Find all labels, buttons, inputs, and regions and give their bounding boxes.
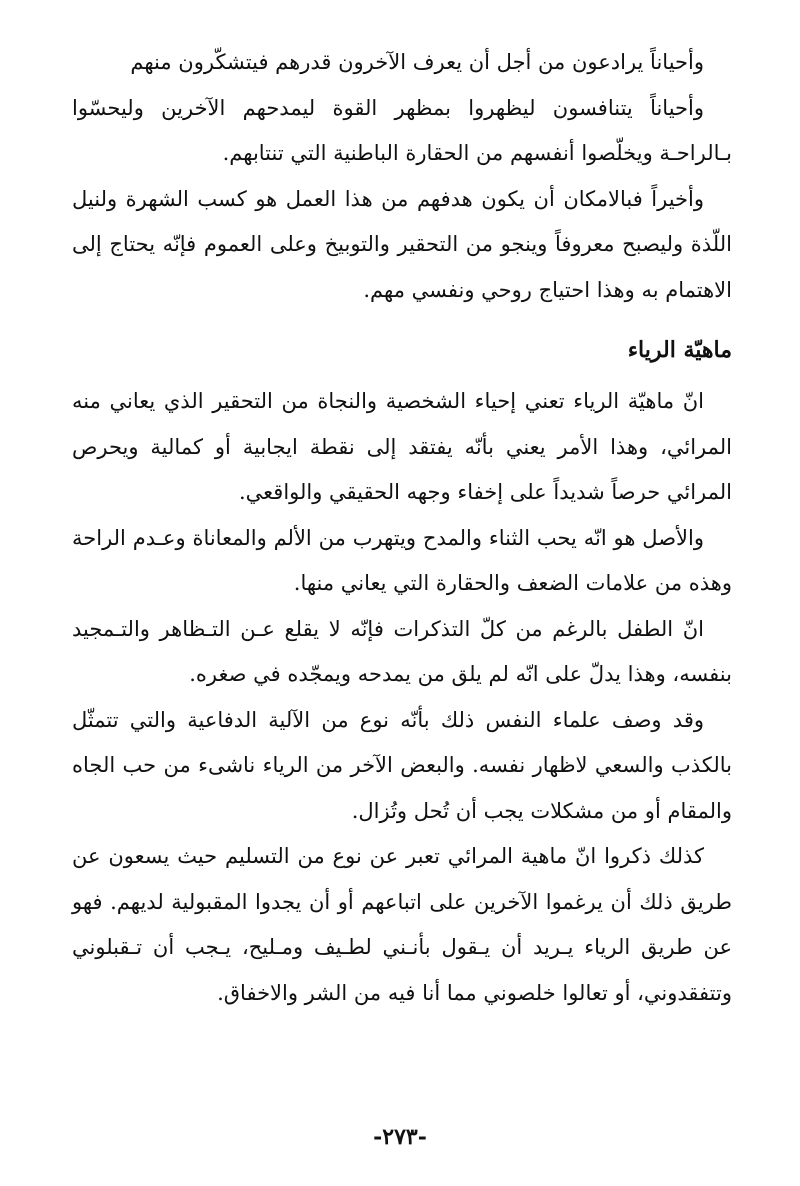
- paragraph: وقد وصف علماء النفس ذلك بأنّه نوع من الآلية الدفاعية والتي تتمثّل بالكذب والسعي لاظهار نفسه. والبعض الآخر من الرياء ناشىء من حب الجاه والمقام أو من مشكلات يجب أن تُحل وتُزال.: [72, 707, 732, 823]
- paragraph: كذلك ذكروا انّ ماهية المرائي تعبر عن نوع من التسليم حيث يسعون عن طريق ذلك أن يرغموا الآخرين على اتباعهم أو أن يجدوا المقبولية لديهم. فهو عن طريق الرياء يـريد أن يـقول بأنـني لطـيف ومـليح، يـجب أن تـقبلوني وتتفقدوني، أو تعالوا خلصوني مما أنا فيه من الشر والاخفاق.: [72, 844, 732, 1005]
- paragraph: والأصل هو انّه يحب الثناء والمدح ويتهرب من الألم والمعاناة وعـدم الراحة وهذه من علامات الضعف والحقارة التي يعاني منها.: [72, 525, 732, 595]
- document-page: [72, 40, 732, 1016]
- paragraph: وأخيراً فبالامكان أن يكون هدفهم من هذا العمل هو كسب الشهرة ولنيل اللّذة وليصبح معروفاً وينجو من التحقير والتوبيخ وعلى العموم فإنّه يحتاج إلى الاهتمام به وهذا احتياج روحي ونفسي مهم.: [72, 186, 732, 302]
- paragraph: وأحياناً يتنافسون ليظهروا بمظهر القوة ليمدحهم الآخرين وليحسّوا بـالراحـة ويخلّصوا أنفسهم من الحقارة الباطنية التي تنتابهم.: [72, 95, 732, 165]
- paragraph: انّ الطفل بالرغم من كلّ التذكرات فإنّه لا يقلع عـن التـظاهر والتـمجيد بنفسه، وهذا يدلّ على انّه لم يلق من يمدحه ويمجّده في صغره.: [72, 616, 732, 686]
- page-number: -٢٧٣-: [373, 1124, 427, 1150]
- section-heading: ماهيّة الرياء: [627, 337, 732, 363]
- paragraph: وأحياناً يرادعون من أجل أن يعرف الآخرون قدرهم فيتشكّرون منهم: [130, 50, 704, 74]
- paragraph: انّ ماهيّة الرياء تعني إحياء الشخصية والنجاة من التحقير الذي يعاني منه المرائي، وهذا الأمر يعني بأنّه يفتقد إلى نقطة ايجابية أو كمالية ويحرص المرائي حرصاً شديداً على إخفاء وجهه الحقيقي والواقعي.: [72, 389, 732, 504]
